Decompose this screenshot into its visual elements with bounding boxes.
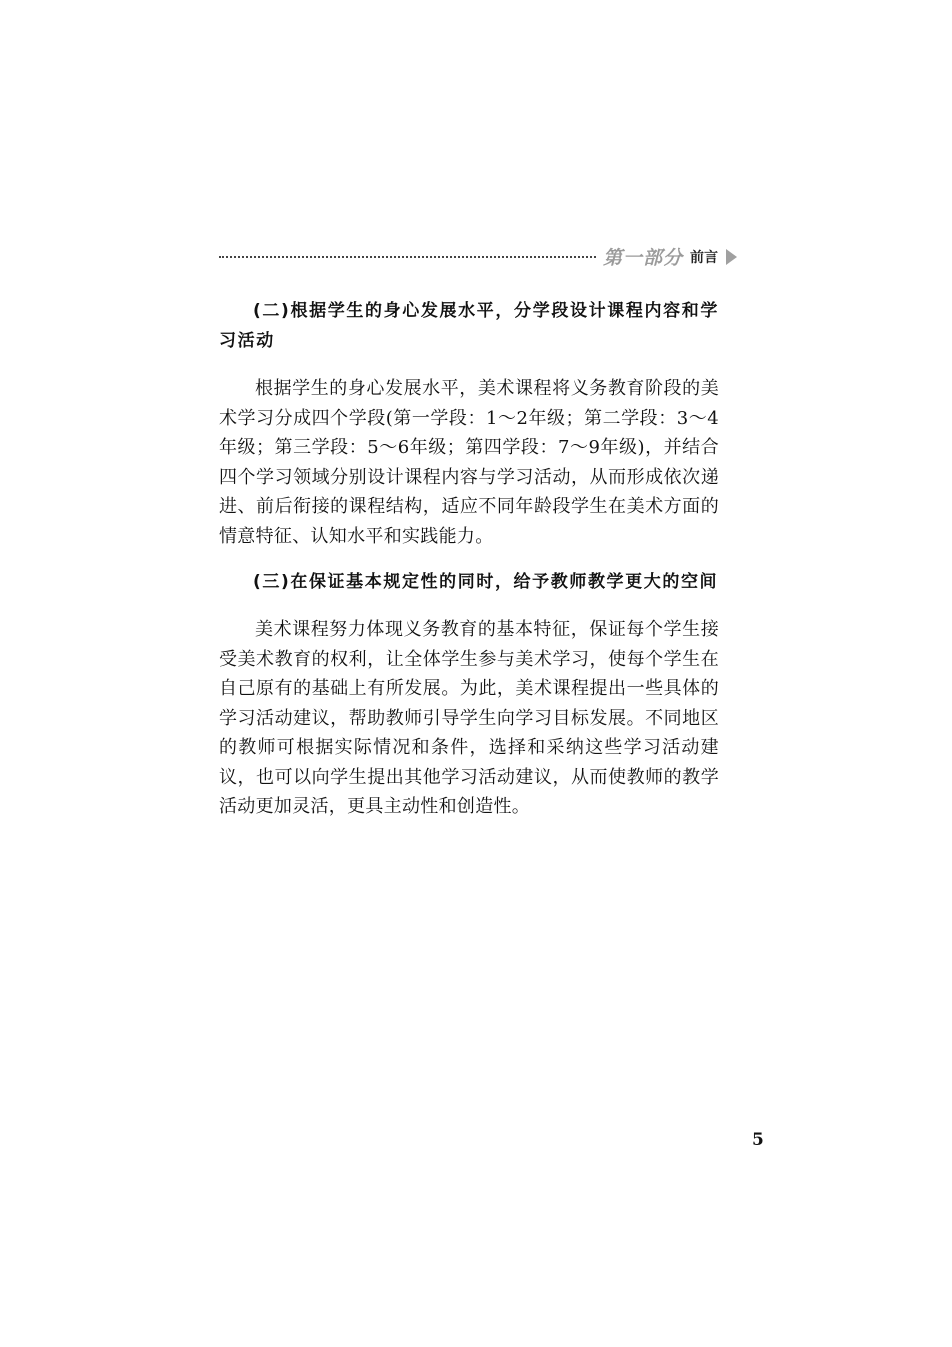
section-3: [219, 567, 719, 822]
section-heading: (二)根据学生的身心发展水平，分学段设计课程内容和学习活动: [219, 301, 719, 351]
section-heading: (三)在保证基本规定性的同时，给予教师教学更大的空间: [253, 572, 719, 592]
page-number: 5: [752, 1130, 764, 1150]
header-part-label: 第一部分: [603, 247, 684, 269]
triangle-arrow-icon: [726, 249, 737, 265]
section-2: [219, 296, 719, 551]
page-body: [219, 296, 719, 838]
running-header: [219, 243, 741, 273]
header-section-label: 前言: [690, 250, 718, 266]
section-paragraph: 根据学生的身心发展水平，美术课程将义务教育阶段的美术学习分成四个学段(第一学段：1～2年级；第二学段：3～4年级；第三学段：5～6年级；第四学段：7～9年级)，并结合四个学习领域分别设计课程内容与学习活动，从而形成依次递进、前后衔接的课程结构，适应不同年龄段学生在美术方面的情意特征、认知水平和实践能力。: [219, 378, 719, 547]
section-paragraph: 美术课程努力体现义务教育的基本特征，保证每个学生接受美术教育的权利，让全体学生参与美术学习，使每个学生在自己原有的基础上有所发展。为此，美术课程提出一些具体的学习活动建议，帮助教师引导学生向学习目标发展。不同地区的教师可根据实际情况和条件，选择和采纳这些学习活动建议，也可以向学生提出其他学习活动建议，从而使教师的教学活动更加灵活，更具主动性和创造性。: [219, 619, 719, 817]
header-dotted-rule: [219, 256, 596, 258]
